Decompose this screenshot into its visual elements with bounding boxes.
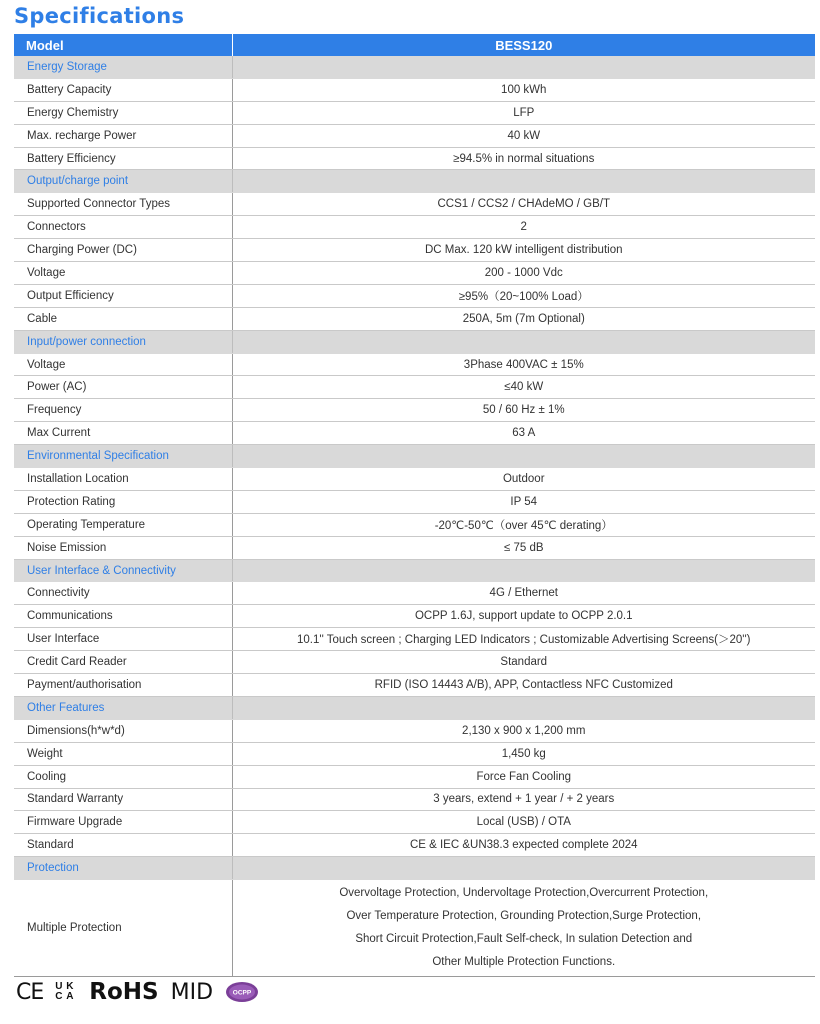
spec-value: CE & IEC &UN38.3 expected complete 2024 <box>232 834 815 857</box>
spec-value: RFID (ISO 14443 A/B), APP, Contactless NFC Customized <box>232 674 815 697</box>
spec-value: 100 kWh <box>232 78 815 101</box>
table-row <box>14 284 815 307</box>
table-row <box>14 239 815 262</box>
spec-label: Charging Power (DC) <box>14 239 232 262</box>
spec-label: Firmware Upgrade <box>14 811 232 834</box>
table-row <box>14 262 815 285</box>
section-header-input-power-connection <box>14 330 815 353</box>
header-model-value: BESS120 <box>232 34 815 56</box>
spec-value: DC Max. 120 kW intelligent distribution <box>232 239 815 262</box>
section-title: Input/power connection <box>14 330 232 353</box>
spec-label: Communications <box>14 605 232 628</box>
section-header-protection <box>14 857 815 880</box>
spec-label: Credit Card Reader <box>14 651 232 674</box>
table-row <box>14 216 815 239</box>
spec-label: Connectors <box>14 216 232 239</box>
table-row <box>14 719 815 742</box>
spec-table <box>14 34 815 977</box>
section-filler <box>232 56 815 78</box>
spec-value: CCS1 / CCS2 / CHAdeMO / GB/T <box>232 193 815 216</box>
section-filler <box>232 696 815 719</box>
ukca-mark-logo: U K C A <box>55 981 74 1002</box>
spec-label: Max. recharge Power <box>14 124 232 147</box>
table-row <box>14 147 815 170</box>
table-row <box>14 193 815 216</box>
table-row <box>14 399 815 422</box>
spec-label: Cable <box>14 307 232 330</box>
spec-label: Operating Temperature <box>14 513 232 536</box>
section-title: Environmental Specification <box>14 445 232 468</box>
spec-label: Max Current <box>14 422 232 445</box>
spec-label: Dimensions(h*w*d) <box>14 719 232 742</box>
spec-label: Standard <box>14 834 232 857</box>
spec-value <box>232 880 815 977</box>
table-row <box>14 468 815 491</box>
spec-value: Standard <box>232 651 815 674</box>
spec-value: 4G / Ethernet <box>232 582 815 605</box>
table-row <box>14 536 815 559</box>
section-title: Protection <box>14 857 232 880</box>
spec-value: 40 kW <box>232 124 815 147</box>
spec-label: Voltage <box>14 353 232 376</box>
spec-value: ≤ 75 dB <box>232 536 815 559</box>
spec-label: Installation Location <box>14 468 232 491</box>
table-row <box>14 651 815 674</box>
section-filler <box>232 445 815 468</box>
table-row <box>14 674 815 697</box>
spec-label: Noise Emission <box>14 536 232 559</box>
spec-value-line: Other Multiple Protection Functions. <box>432 956 616 969</box>
section-header-user-interface-connectivity <box>14 559 815 582</box>
section-title: Other Features <box>14 696 232 719</box>
table-row <box>14 765 815 788</box>
spec-value: OCPP 1.6J, support update to OCPP 2.0.1 <box>232 605 815 628</box>
section-header-output-charge-point <box>14 170 815 193</box>
table-row <box>14 788 815 811</box>
spec-value: 3 years, extend + 1 year / + 2 years <box>232 788 815 811</box>
spec-value: 250A, 5m (7m Optional) <box>232 307 815 330</box>
spec-value: Local (USB) / OTA <box>232 811 815 834</box>
spec-label: Multiple Protection <box>14 880 232 977</box>
table-row <box>14 353 815 376</box>
table-row <box>14 880 815 977</box>
section-header-energy-storage <box>14 56 815 78</box>
section-header-environmental-specification <box>14 445 815 468</box>
table-row <box>14 811 815 834</box>
table-row <box>14 742 815 765</box>
spec-label: Protection Rating <box>14 490 232 513</box>
spec-value: Force Fan Cooling <box>232 765 815 788</box>
table-row <box>14 513 815 536</box>
table-row <box>14 605 815 628</box>
spec-label: Battery Capacity <box>14 78 232 101</box>
spec-label: Output Efficiency <box>14 284 232 307</box>
spec-value: 3Phase 400VAC ± 15% <box>232 353 815 376</box>
spec-value: 2 <box>232 216 815 239</box>
spec-value: Outdoor <box>232 468 815 491</box>
table-row <box>14 307 815 330</box>
spec-label: Power (AC) <box>14 376 232 399</box>
table-header-row <box>14 34 815 56</box>
table-row <box>14 124 815 147</box>
spec-value-line: Short Circuit Protection,Fault Self-check, In sulation Detection and <box>355 933 693 946</box>
ce-mark-logo: CE <box>16 979 44 1005</box>
spec-value: ≥95%（20~100% Load） <box>232 284 815 307</box>
spec-label: Energy Chemistry <box>14 101 232 124</box>
table-row <box>14 834 815 857</box>
spec-label: Supported Connector Types <box>14 193 232 216</box>
spec-label: Battery Efficiency <box>14 147 232 170</box>
svg-text:OCPP: OCPP <box>232 989 252 997</box>
spec-label: Voltage <box>14 262 232 285</box>
certification-logos <box>16 978 259 1006</box>
section-filler <box>232 330 815 353</box>
spec-value: IP 54 <box>232 490 815 513</box>
spec-value: LFP <box>232 101 815 124</box>
section-filler <box>232 559 815 582</box>
table-row <box>14 422 815 445</box>
spec-value-line: Over Temperature Protection, Grounding Protection,Surge Protection, <box>346 910 702 923</box>
spec-value: ≤40 kW <box>232 376 815 399</box>
spec-label: Connectivity <box>14 582 232 605</box>
spec-value: 200 - 1000 Vdc <box>232 262 815 285</box>
spec-label: User Interface <box>14 628 232 651</box>
spec-value: ≥94.5% in normal situations <box>232 147 815 170</box>
ocpp-logo <box>225 981 259 1003</box>
section-title: Energy Storage <box>14 56 232 78</box>
spec-value-line: Overvoltage Protection, Undervoltage Protection,Overcurrent Protection, <box>339 887 709 900</box>
section-title: User Interface & Connectivity <box>14 559 232 582</box>
page-title: Specifications <box>14 4 185 28</box>
spec-label: Frequency <box>14 399 232 422</box>
spec-label: Standard Warranty <box>14 788 232 811</box>
spec-label: Payment/authorisation <box>14 674 232 697</box>
section-filler <box>232 170 815 193</box>
spec-value: 10.1'' Touch screen ; Charging LED Indicators ; Customizable Advertising Screens(＞20'') <box>232 628 815 651</box>
table-row <box>14 628 815 651</box>
table-row <box>14 376 815 399</box>
section-header-other-features <box>14 696 815 719</box>
table-row <box>14 490 815 513</box>
section-filler <box>232 857 815 880</box>
spec-value: 2,130 x 900 x 1,200 mm <box>232 719 815 742</box>
table-row <box>14 78 815 101</box>
table-row <box>14 101 815 124</box>
mid-logo: MID <box>170 979 214 1005</box>
spec-label: Cooling <box>14 765 232 788</box>
rohs-logo: RoHS <box>89 979 159 1005</box>
spec-value: 63 A <box>232 422 815 445</box>
spec-value: -20℃-50℃（over 45℃ derating） <box>232 513 815 536</box>
table-row <box>14 582 815 605</box>
spec-value: 1,450 kg <box>232 742 815 765</box>
spec-value: 50 / 60 Hz ± 1% <box>232 399 815 422</box>
spec-table-body <box>14 56 815 977</box>
spec-label: Weight <box>14 742 232 765</box>
header-model-label: Model <box>14 34 232 56</box>
section-title: Output/charge point <box>14 170 232 193</box>
